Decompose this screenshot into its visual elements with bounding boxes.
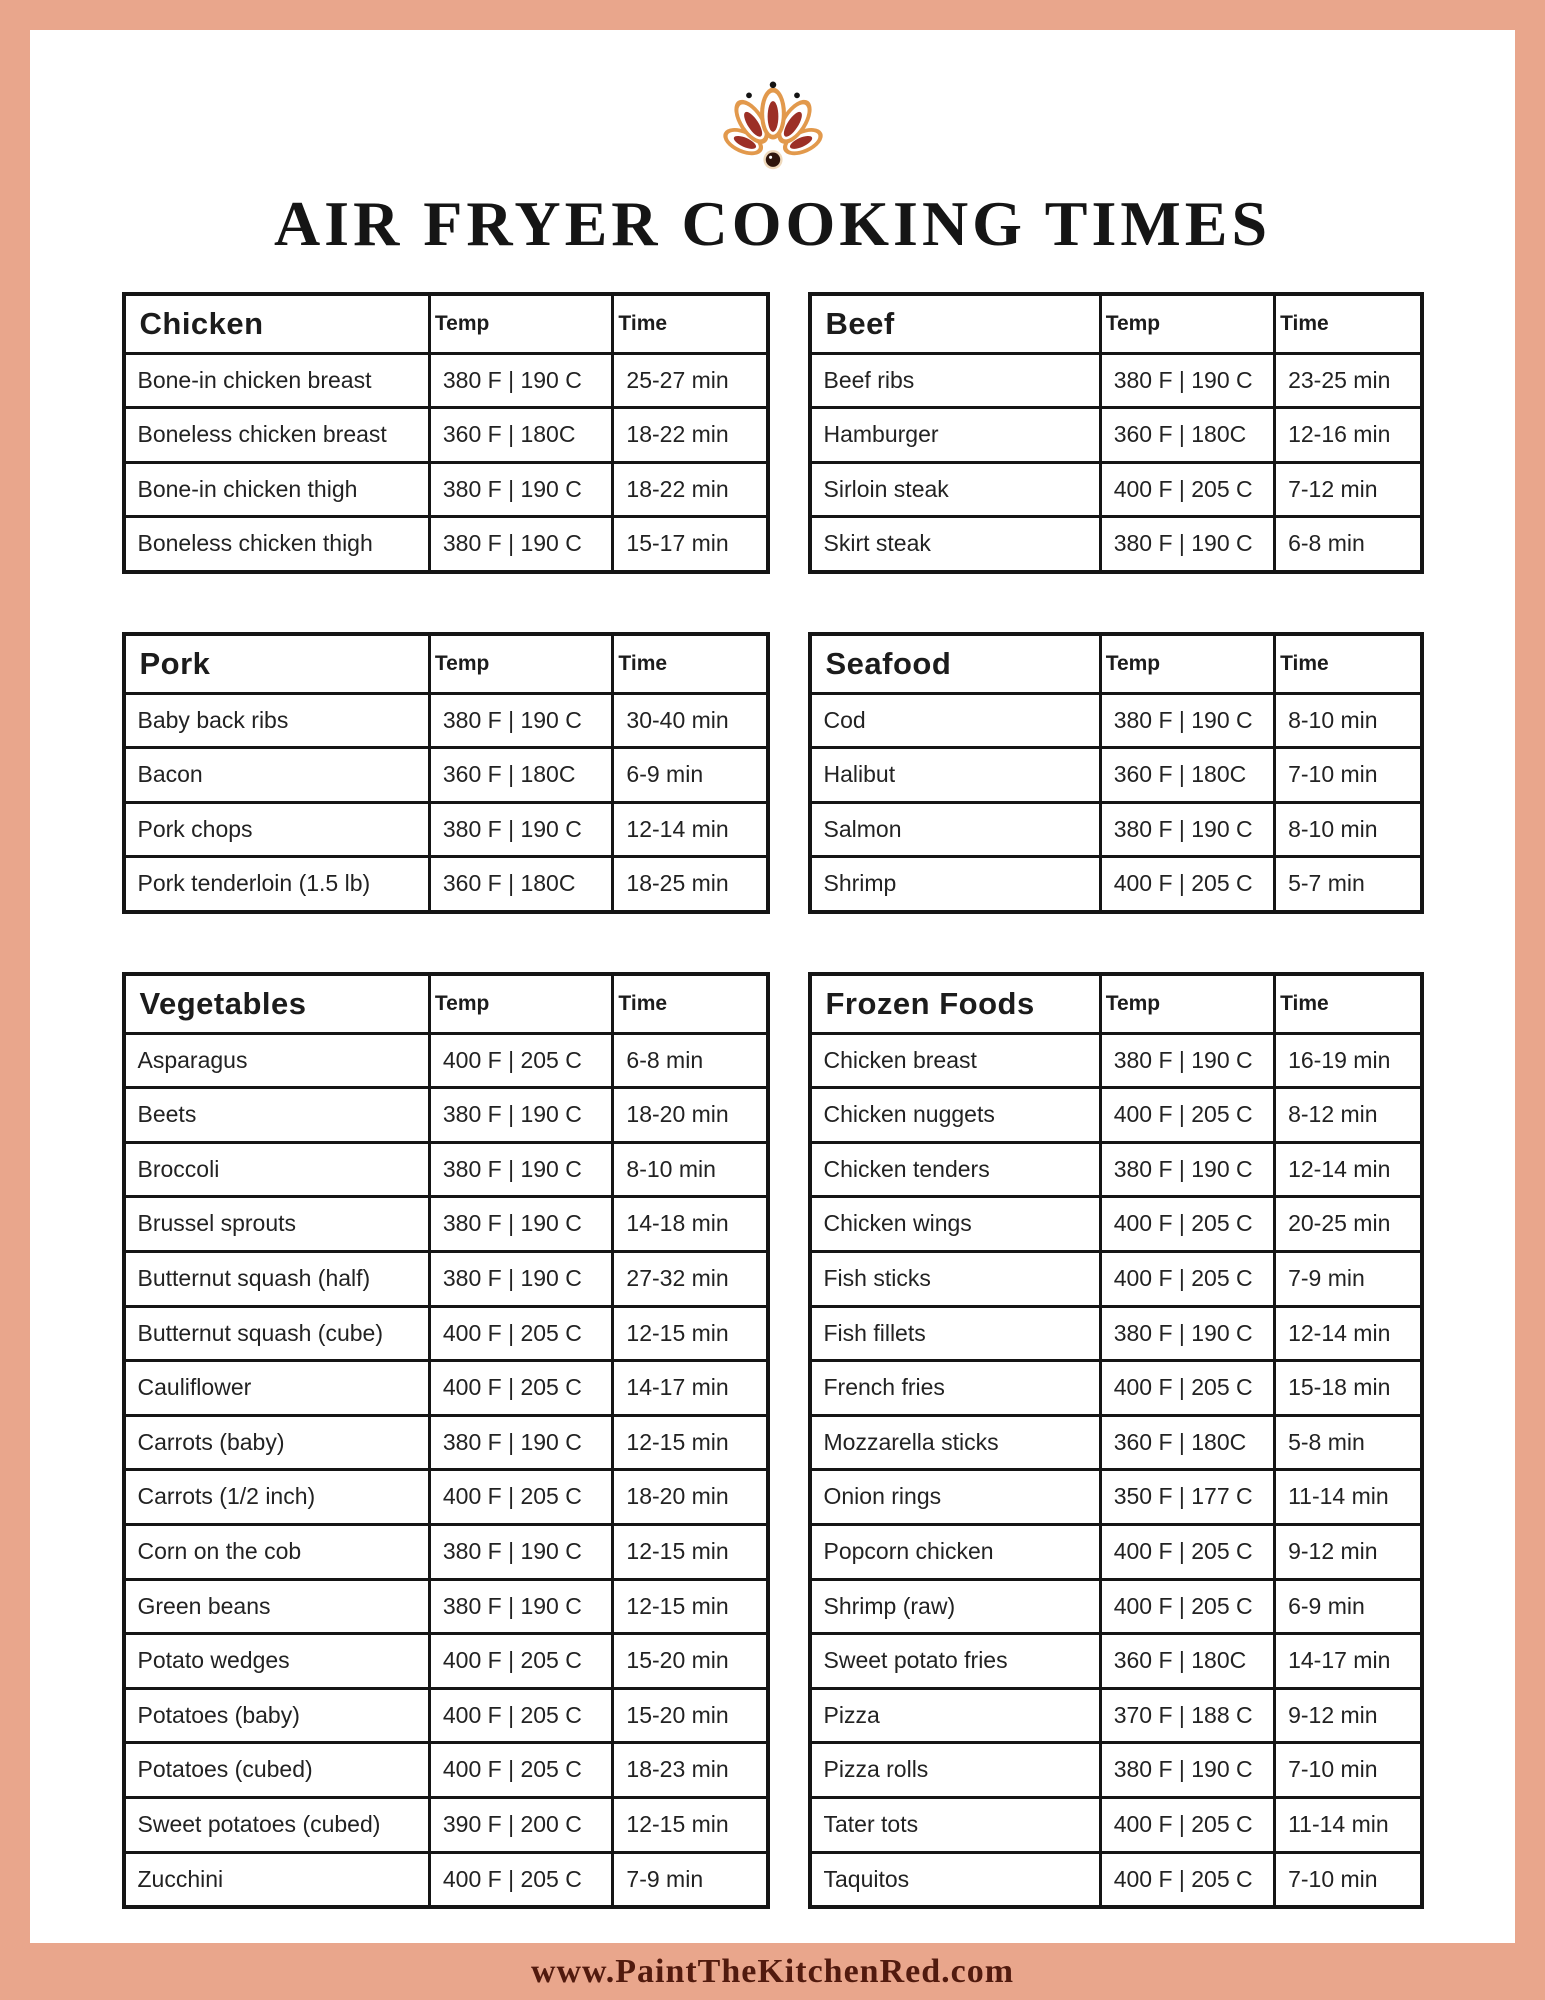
food-item-cell: Hamburger bbox=[810, 408, 1101, 463]
temp-cell: 380 F | 190 C bbox=[1100, 517, 1274, 572]
food-item-cell: Chicken tenders bbox=[810, 1142, 1101, 1197]
footer-url: www.PaintTheKitchenRed.com bbox=[530, 1952, 1015, 1990]
food-item-cell: Popcorn chicken bbox=[810, 1525, 1101, 1580]
food-item-cell: Pizza rolls bbox=[810, 1743, 1101, 1798]
food-item-cell: Carrots (1/2 inch) bbox=[124, 1470, 430, 1525]
time-cell: 30-40 min bbox=[613, 693, 768, 748]
table-row bbox=[124, 1634, 768, 1689]
temp-cell: 380 F | 190 C bbox=[1100, 693, 1274, 748]
food-item-cell: Sirloin steak bbox=[810, 462, 1101, 517]
temp-cell: 400 F | 205 C bbox=[429, 1306, 613, 1361]
table-row bbox=[810, 1306, 1422, 1361]
table-row bbox=[810, 1142, 1422, 1197]
category-header-chicken: Chicken bbox=[124, 294, 430, 353]
time-cell: 6-8 min bbox=[1275, 517, 1422, 572]
table-beef bbox=[808, 292, 1424, 574]
temp-cell: 400 F | 205 C bbox=[429, 1634, 613, 1689]
category-header-pork: Pork bbox=[124, 634, 430, 693]
time-cell: 15-18 min bbox=[1275, 1361, 1422, 1416]
table-row bbox=[810, 1743, 1422, 1798]
table-row bbox=[810, 517, 1422, 572]
temp-column-header: Temp bbox=[1100, 634, 1274, 693]
category-header-beef: Beef bbox=[810, 294, 1101, 353]
header-row bbox=[810, 294, 1422, 353]
header-row bbox=[124, 634, 768, 693]
food-item-cell: Potato wedges bbox=[124, 1634, 430, 1689]
table-row bbox=[810, 353, 1422, 408]
temp-cell: 380 F | 190 C bbox=[429, 1252, 613, 1307]
header-row bbox=[124, 294, 768, 353]
table-row bbox=[124, 1361, 768, 1416]
table-seafood bbox=[808, 632, 1424, 914]
temp-column-header: Temp bbox=[429, 294, 613, 353]
table-row bbox=[124, 408, 768, 463]
time-cell: 12-14 min bbox=[1275, 1142, 1422, 1197]
category-header-seafood: Seafood bbox=[810, 634, 1101, 693]
food-item-cell: Green beans bbox=[124, 1579, 430, 1634]
table-row bbox=[124, 462, 768, 517]
temp-column-header: Temp bbox=[1100, 294, 1274, 353]
table-row bbox=[810, 1361, 1422, 1416]
time-cell: 18-25 min bbox=[613, 857, 768, 912]
time-cell: 14-17 min bbox=[613, 1361, 768, 1416]
time-cell: 15-17 min bbox=[613, 517, 768, 572]
time-cell: 9-12 min bbox=[1275, 1688, 1422, 1743]
header-row bbox=[810, 974, 1422, 1033]
time-cell: 12-15 min bbox=[613, 1415, 768, 1470]
food-item-cell: Zucchini bbox=[124, 1852, 430, 1907]
time-cell: 14-18 min bbox=[613, 1197, 768, 1252]
time-cell: 15-20 min bbox=[613, 1634, 768, 1689]
food-item-cell: Pork chops bbox=[124, 802, 430, 857]
temp-cell: 380 F | 190 C bbox=[429, 517, 613, 572]
table-row bbox=[124, 1797, 768, 1852]
table-row bbox=[124, 1252, 768, 1307]
food-item-cell: Fish sticks bbox=[810, 1252, 1101, 1307]
temp-cell: 380 F | 190 C bbox=[1100, 802, 1274, 857]
temp-cell: 360 F | 180C bbox=[429, 408, 613, 463]
food-item-cell: Pizza bbox=[810, 1688, 1101, 1743]
food-item-cell: Beef ribs bbox=[810, 353, 1101, 408]
time-cell: 12-15 min bbox=[613, 1797, 768, 1852]
time-cell: 7-9 min bbox=[613, 1852, 768, 1907]
temp-cell: 400 F | 205 C bbox=[429, 1033, 613, 1088]
time-cell: 18-22 min bbox=[613, 462, 768, 517]
food-item-cell: Bone-in chicken breast bbox=[124, 353, 430, 408]
temp-cell: 360 F | 180C bbox=[1100, 408, 1274, 463]
time-cell: 27-32 min bbox=[613, 1252, 768, 1307]
food-item-cell: Carrots (baby) bbox=[124, 1415, 430, 1470]
temp-cell: 400 F | 205 C bbox=[1100, 1088, 1274, 1143]
time-cell: 23-25 min bbox=[1275, 353, 1422, 408]
time-cell: 20-25 min bbox=[1275, 1197, 1422, 1252]
table-row bbox=[124, 802, 768, 857]
temp-cell: 400 F | 205 C bbox=[429, 1688, 613, 1743]
table-row bbox=[810, 1033, 1422, 1088]
table-row bbox=[810, 1252, 1422, 1307]
food-item-cell: Fish fillets bbox=[810, 1306, 1101, 1361]
content-area bbox=[30, 30, 1515, 1943]
time-column-header: Time bbox=[613, 634, 768, 693]
time-cell: 18-20 min bbox=[613, 1088, 768, 1143]
time-column-header: Time bbox=[1275, 634, 1422, 693]
table-pork bbox=[122, 632, 770, 914]
table-row bbox=[124, 1415, 768, 1470]
time-cell: 18-22 min bbox=[613, 408, 768, 463]
time-cell: 6-8 min bbox=[613, 1033, 768, 1088]
table-row bbox=[124, 353, 768, 408]
table-row bbox=[810, 1415, 1422, 1470]
temp-cell: 380 F | 190 C bbox=[429, 802, 613, 857]
table-row bbox=[810, 1797, 1422, 1852]
temp-cell: 380 F | 190 C bbox=[1100, 1306, 1274, 1361]
temp-cell: 370 F | 188 C bbox=[1100, 1688, 1274, 1743]
temp-column-header: Temp bbox=[429, 974, 613, 1033]
food-item-cell: Chicken breast bbox=[810, 1033, 1101, 1088]
food-item-cell: Salmon bbox=[810, 802, 1101, 857]
temp-cell: 360 F | 180C bbox=[1100, 1634, 1274, 1689]
time-cell: 7-12 min bbox=[1275, 462, 1422, 517]
temp-cell: 360 F | 180C bbox=[1100, 748, 1274, 803]
time-cell: 12-15 min bbox=[613, 1525, 768, 1580]
temp-cell: 400 F | 205 C bbox=[429, 1470, 613, 1525]
time-cell: 8-10 min bbox=[613, 1142, 768, 1197]
temp-column-header: Temp bbox=[429, 634, 613, 693]
time-column-header: Time bbox=[613, 974, 768, 1033]
temp-cell: 400 F | 205 C bbox=[1100, 1579, 1274, 1634]
table-row bbox=[124, 1306, 768, 1361]
tables-grid bbox=[122, 292, 1424, 1909]
category-header-frozen-foods: Frozen Foods bbox=[810, 974, 1101, 1033]
temp-cell: 400 F | 205 C bbox=[1100, 1197, 1274, 1252]
temp-cell: 360 F | 180C bbox=[429, 857, 613, 912]
table-row bbox=[810, 408, 1422, 463]
temp-cell: 380 F | 190 C bbox=[429, 1088, 613, 1143]
temp-cell: 380 F | 190 C bbox=[429, 462, 613, 517]
food-item-cell: Bacon bbox=[124, 748, 430, 803]
time-cell: 15-20 min bbox=[613, 1688, 768, 1743]
food-item-cell: Asparagus bbox=[124, 1033, 430, 1088]
food-item-cell: Bone-in chicken thigh bbox=[124, 462, 430, 517]
time-cell: 6-9 min bbox=[613, 748, 768, 803]
header-row bbox=[810, 634, 1422, 693]
food-item-cell: French fries bbox=[810, 1361, 1101, 1416]
table-row bbox=[810, 1634, 1422, 1689]
table-row bbox=[124, 748, 768, 803]
food-item-cell: Shrimp (raw) bbox=[810, 1579, 1101, 1634]
table-row bbox=[124, 1470, 768, 1525]
time-column-header: Time bbox=[1275, 974, 1422, 1033]
food-item-cell: Potatoes (baby) bbox=[124, 1688, 430, 1743]
food-item-cell: Taquitos bbox=[810, 1852, 1101, 1907]
food-item-cell: Beets bbox=[124, 1088, 430, 1143]
time-cell: 11-14 min bbox=[1275, 1797, 1422, 1852]
temp-cell: 380 F | 190 C bbox=[1100, 1142, 1274, 1197]
food-item-cell: Skirt steak bbox=[810, 517, 1101, 572]
time-cell: 12-14 min bbox=[1275, 1306, 1422, 1361]
table-row bbox=[124, 1088, 768, 1143]
temp-cell: 360 F | 180C bbox=[429, 748, 613, 803]
temp-cell: 400 F | 205 C bbox=[1100, 1852, 1274, 1907]
temp-cell: 400 F | 205 C bbox=[429, 1361, 613, 1416]
food-item-cell: Shrimp bbox=[810, 857, 1101, 912]
temp-cell: 380 F | 190 C bbox=[1100, 353, 1274, 408]
food-item-cell: Boneless chicken breast bbox=[124, 408, 430, 463]
table-row bbox=[810, 1852, 1422, 1907]
temp-cell: 350 F | 177 C bbox=[1100, 1470, 1274, 1525]
food-item-cell: Onion rings bbox=[810, 1470, 1101, 1525]
page-title: AIR FRYER COOKING TIMES bbox=[273, 188, 1272, 259]
food-item-cell: Brussel sprouts bbox=[124, 1197, 430, 1252]
food-item-cell: Boneless chicken thigh bbox=[124, 517, 430, 572]
food-item-cell: Baby back ribs bbox=[124, 693, 430, 748]
time-cell: 12-15 min bbox=[613, 1579, 768, 1634]
temp-cell: 400 F | 205 C bbox=[1100, 462, 1274, 517]
table-row bbox=[810, 693, 1422, 748]
table-row bbox=[124, 1688, 768, 1743]
lotus-logo-icon bbox=[705, 80, 841, 176]
time-cell: 12-16 min bbox=[1275, 408, 1422, 463]
table-row bbox=[124, 1197, 768, 1252]
table-row bbox=[810, 1197, 1422, 1252]
time-cell: 8-12 min bbox=[1275, 1088, 1422, 1143]
temp-cell: 400 F | 205 C bbox=[1100, 857, 1274, 912]
temp-cell: 380 F | 190 C bbox=[429, 1415, 613, 1470]
time-cell: 7-10 min bbox=[1275, 1852, 1422, 1907]
food-item-cell: Butternut squash (cube) bbox=[124, 1306, 430, 1361]
time-cell: 5-7 min bbox=[1275, 857, 1422, 912]
temp-cell: 380 F | 190 C bbox=[429, 1579, 613, 1634]
temp-cell: 400 F | 205 C bbox=[1100, 1361, 1274, 1416]
table-row bbox=[124, 1852, 768, 1907]
time-cell: 12-15 min bbox=[613, 1306, 768, 1361]
table-row bbox=[810, 857, 1422, 912]
table-row bbox=[810, 1470, 1422, 1525]
time-cell: 5-8 min bbox=[1275, 1415, 1422, 1470]
food-item-cell: Pork tenderloin (1.5 lb) bbox=[124, 857, 430, 912]
food-item-cell: Cod bbox=[810, 693, 1101, 748]
table-row bbox=[810, 1525, 1422, 1580]
table-row bbox=[124, 1033, 768, 1088]
header-row bbox=[124, 974, 768, 1033]
food-item-cell: Butternut squash (half) bbox=[124, 1252, 430, 1307]
table-vegetables bbox=[122, 972, 770, 1909]
temp-column-header: Temp bbox=[1100, 974, 1274, 1033]
food-item-cell: Halibut bbox=[810, 748, 1101, 803]
time-cell: 12-14 min bbox=[613, 802, 768, 857]
time-cell: 6-9 min bbox=[1275, 1579, 1422, 1634]
time-cell: 8-10 min bbox=[1275, 802, 1422, 857]
table-row bbox=[124, 857, 768, 912]
time-cell: 11-14 min bbox=[1275, 1470, 1422, 1525]
table-row bbox=[810, 462, 1422, 517]
table-row bbox=[124, 1743, 768, 1798]
temp-cell: 380 F | 190 C bbox=[429, 1142, 613, 1197]
food-item-cell: Sweet potato fries bbox=[810, 1634, 1101, 1689]
table-row bbox=[810, 1088, 1422, 1143]
time-cell: 16-19 min bbox=[1275, 1033, 1422, 1088]
table-frozen-foods bbox=[808, 972, 1424, 1909]
food-item-cell: Cauliflower bbox=[124, 1361, 430, 1416]
time-column-header: Time bbox=[613, 294, 768, 353]
table-row bbox=[124, 517, 768, 572]
food-item-cell: Mozzarella sticks bbox=[810, 1415, 1101, 1470]
food-item-cell: Potatoes (cubed) bbox=[124, 1743, 430, 1798]
temp-cell: 380 F | 190 C bbox=[1100, 1743, 1274, 1798]
time-cell: 7-10 min bbox=[1275, 1743, 1422, 1798]
temp-cell: 400 F | 205 C bbox=[1100, 1525, 1274, 1580]
temp-cell: 400 F | 205 C bbox=[429, 1852, 613, 1907]
time-cell: 18-23 min bbox=[613, 1743, 768, 1798]
table-row bbox=[124, 1142, 768, 1197]
table-chicken bbox=[122, 292, 770, 574]
time-cell: 7-10 min bbox=[1275, 748, 1422, 803]
temp-cell: 390 F | 200 C bbox=[429, 1797, 613, 1852]
table-row bbox=[124, 1525, 768, 1580]
table-row bbox=[810, 1579, 1422, 1634]
footer-band bbox=[0, 1943, 1545, 2000]
table-row bbox=[124, 1579, 768, 1634]
temp-cell: 380 F | 190 C bbox=[429, 1525, 613, 1580]
temp-cell: 380 F | 190 C bbox=[429, 1197, 613, 1252]
table-row bbox=[810, 802, 1422, 857]
food-item-cell: Broccoli bbox=[124, 1142, 430, 1197]
temp-cell: 400 F | 205 C bbox=[429, 1743, 613, 1798]
time-cell: 7-9 min bbox=[1275, 1252, 1422, 1307]
temp-cell: 380 F | 190 C bbox=[429, 693, 613, 748]
time-column-header: Time bbox=[1275, 294, 1422, 353]
time-cell: 25-27 min bbox=[613, 353, 768, 408]
food-item-cell: Chicken wings bbox=[810, 1197, 1101, 1252]
food-item-cell: Tater tots bbox=[810, 1797, 1101, 1852]
temp-cell: 360 F | 180C bbox=[1100, 1415, 1274, 1470]
food-item-cell: Sweet potatoes (cubed) bbox=[124, 1797, 430, 1852]
time-cell: 9-12 min bbox=[1275, 1525, 1422, 1580]
table-row bbox=[124, 693, 768, 748]
food-item-cell: Corn on the cob bbox=[124, 1525, 430, 1580]
table-row bbox=[810, 748, 1422, 803]
temp-cell: 380 F | 190 C bbox=[429, 353, 613, 408]
temp-cell: 380 F | 190 C bbox=[1100, 1033, 1274, 1088]
temp-cell: 400 F | 205 C bbox=[1100, 1252, 1274, 1307]
category-header-vegetables: Vegetables bbox=[124, 974, 430, 1033]
time-cell: 18-20 min bbox=[613, 1470, 768, 1525]
time-cell: 14-17 min bbox=[1275, 1634, 1422, 1689]
temp-cell: 400 F | 205 C bbox=[1100, 1797, 1274, 1852]
table-row bbox=[810, 1688, 1422, 1743]
food-item-cell: Chicken nuggets bbox=[810, 1088, 1101, 1143]
time-cell: 8-10 min bbox=[1275, 693, 1422, 748]
